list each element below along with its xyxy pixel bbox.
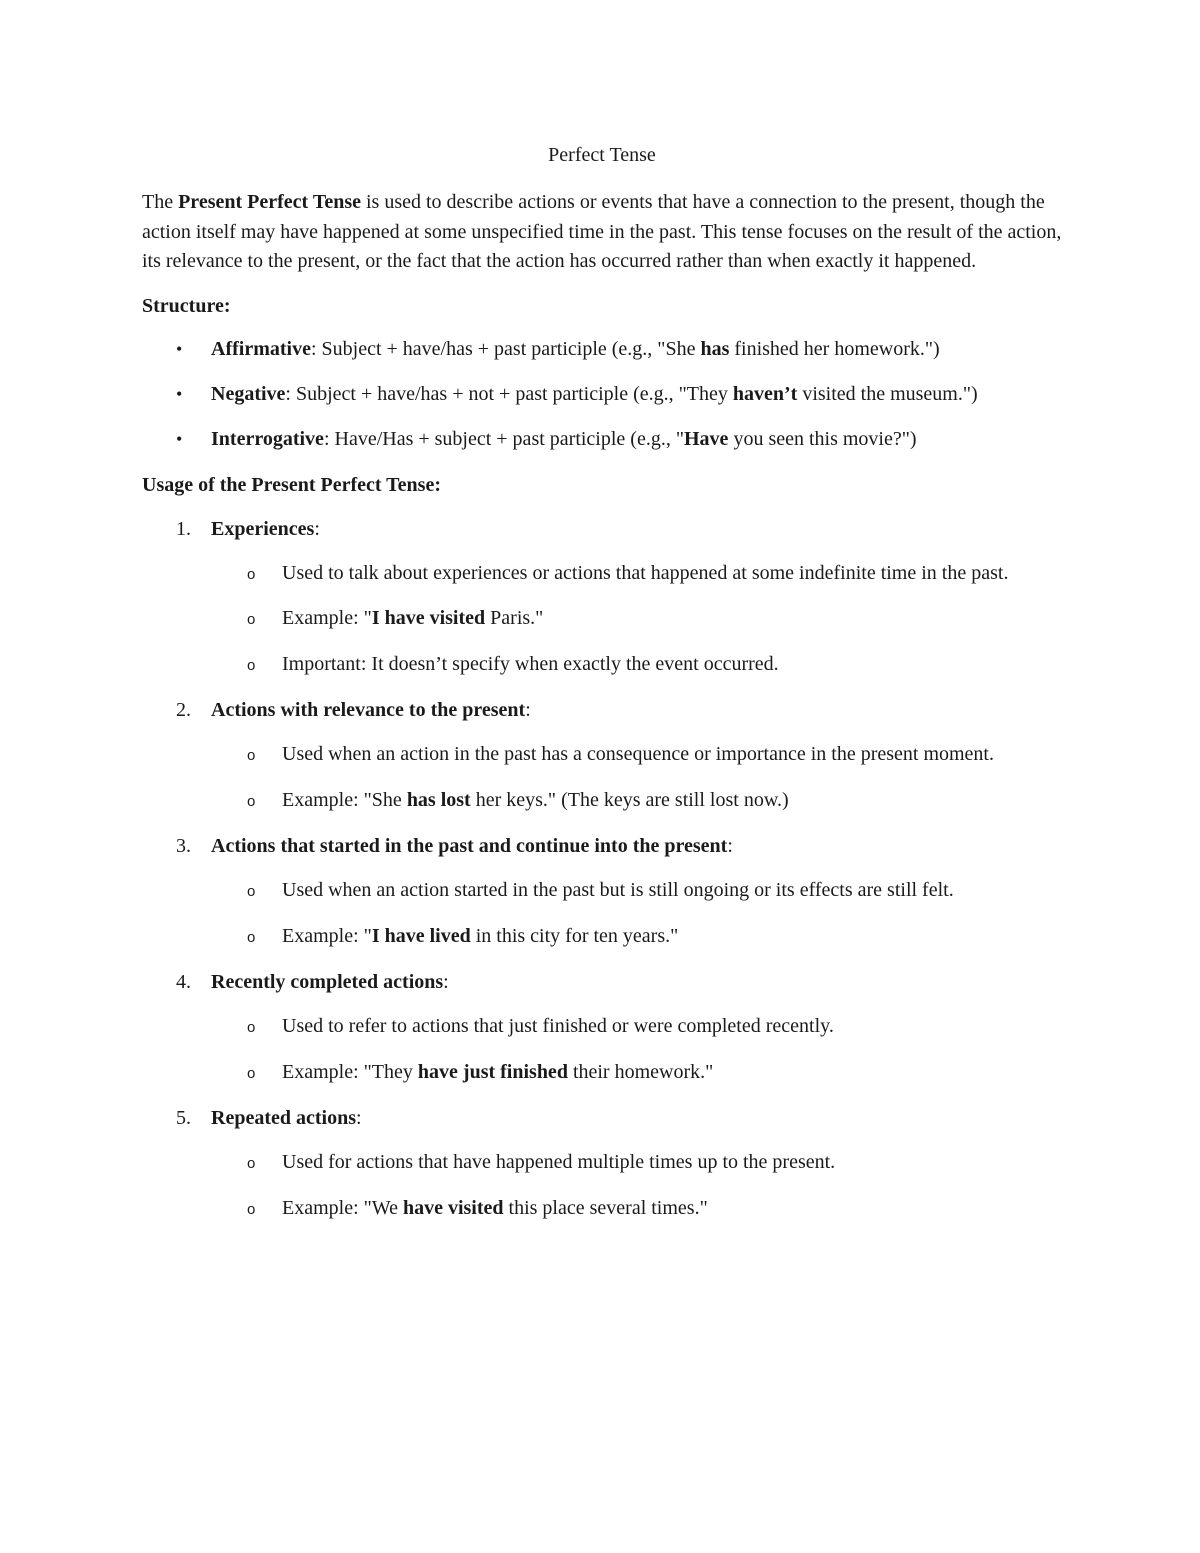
structure-example-bold: has <box>700 337 730 360</box>
usage-item-title-text: Actions that started in the past and continue into the present <box>211 835 728 857</box>
list-number: 1. <box>176 517 191 540</box>
sub-item-text: Used to refer to actions that just finished or were completed recently. <box>282 1015 834 1037</box>
structure-term: Negative <box>211 382 286 405</box>
usage-item-colon: : <box>443 971 449 993</box>
usage-item-title-text: Repeated actions <box>211 1107 356 1129</box>
document-title: Perfect Tense <box>548 144 656 166</box>
usage-item-title-text: Experiences <box>211 517 315 540</box>
sub-item <box>211 922 1062 952</box>
structure-text: : Subject + have/has + not + past participle (e.g., "They <box>285 382 733 405</box>
intro-post: is used to describe actions or events that have a connection to the present, though the action itself may have happened at some unspecified time in the past. This tense focuses on the result of the action, its relevance to the present, or the fact that the action has occurred rather than when exactly it happened. <box>142 191 1062 272</box>
structure-text: : Subject + have/has + past participle (e.g., "She <box>310 337 701 360</box>
sub-item <box>211 876 1062 906</box>
usage-item-colon: : <box>355 1107 362 1129</box>
intro-bold-term: Present Perfect Tense <box>178 191 361 213</box>
sub-item-bold: have just finished <box>417 1060 568 1083</box>
structure-text: you seen this movie?") <box>728 427 917 450</box>
usage-heading: Usage of the Present Perfect Tense: <box>142 473 441 496</box>
sub-item-text: Used to talk about experiences or actions that happened at some indefinite time in the past. <box>282 561 1009 584</box>
structure-text: visited the museum.") <box>797 382 978 405</box>
structure-example-bold: haven’t <box>732 382 798 405</box>
structure-item-negative <box>142 380 1062 409</box>
usage-item-title <box>211 831 1062 861</box>
structure-example-bold: Have <box>684 427 729 450</box>
sub-item-text: this place several times." <box>503 1196 708 1219</box>
usage-list <box>142 514 1062 1224</box>
sub-item <box>211 650 1062 680</box>
sub-item-text: Example: "They <box>282 1060 418 1083</box>
structure-text: : Have/Has + subject + past participle (e.g., " <box>323 427 684 450</box>
usage-sublist <box>211 559 1062 680</box>
usage-sublist <box>211 1148 1062 1223</box>
circle-bullet-icon: o <box>247 611 256 628</box>
circle-bullet-icon: o <box>247 1155 256 1172</box>
sub-item-text: in this city for ten years." <box>470 924 679 947</box>
circle-bullet-icon: o <box>247 1019 256 1036</box>
usage-item-experiences <box>142 514 1062 680</box>
sub-item-text: Used when an action in the past has a consequence or importance in the present moment. <box>282 743 994 765</box>
sub-item <box>211 559 1062 589</box>
circle-bullet-icon: o <box>247 656 256 674</box>
structure-term: Affirmative <box>211 337 311 360</box>
usage-item-colon: : <box>525 699 531 721</box>
circle-bullet-icon: o <box>247 747 256 764</box>
bullet-icon: • <box>176 383 183 404</box>
sub-item-bold: have visited <box>402 1196 504 1219</box>
usage-item-title <box>211 967 1062 997</box>
document-page <box>142 140 1062 1239</box>
usage-item-recent <box>142 967 1062 1087</box>
sub-item-text: Used when an action started in the past but is still ongoing or its effects are still felt. <box>282 879 954 901</box>
sub-item-text: Example: "She <box>282 788 407 811</box>
circle-bullet-icon: o <box>247 883 256 900</box>
intro-paragraph <box>142 188 1062 277</box>
sub-item <box>211 1194 1062 1224</box>
structure-text: finished her homework.") <box>729 337 940 360</box>
sub-item-text: Example: " <box>282 924 372 947</box>
usage-item-title <box>211 695 1062 725</box>
usage-item-repeated <box>142 1103 1062 1223</box>
usage-item-colon: : <box>314 517 320 540</box>
structure-heading: Structure: <box>142 294 231 317</box>
list-number: 4. <box>176 971 191 993</box>
sub-item <box>211 1058 1062 1088</box>
intro-pre: The <box>142 191 179 213</box>
usage-item-title-text: Actions with relevance to the present <box>211 699 526 721</box>
circle-bullet-icon: o <box>247 565 256 583</box>
circle-bullet-icon: o <box>247 928 256 946</box>
usage-item-colon: : <box>727 835 733 857</box>
sub-item-text: Used for actions that have happened multiple times up to the present. <box>282 1151 836 1173</box>
sub-item-bold: I have visited <box>371 607 486 629</box>
sub-item <box>211 604 1062 634</box>
usage-item-continuing <box>142 831 1062 951</box>
usage-sublist <box>211 1012 1062 1087</box>
usage-item-title <box>211 1103 1062 1133</box>
sub-item-text: their homework." <box>567 1060 714 1083</box>
structure-item-interrogative <box>142 425 1062 454</box>
structure-list <box>142 335 1062 454</box>
circle-bullet-icon: o <box>247 1064 256 1082</box>
structure-item-affirmative <box>142 335 1062 364</box>
sub-item <box>211 740 1062 770</box>
usage-sublist <box>211 740 1062 815</box>
circle-bullet-icon: o <box>247 792 256 810</box>
usage-item-relevance <box>142 695 1062 815</box>
sub-item <box>211 1012 1062 1042</box>
list-number: 5. <box>176 1107 191 1129</box>
bullet-icon: • <box>176 338 183 359</box>
circle-bullet-icon: o <box>247 1200 256 1218</box>
sub-item-text: Example: " <box>282 607 372 629</box>
list-number: 3. <box>176 835 191 857</box>
sub-item-text: Important: It doesn’t specify when exactly the event occurred. <box>282 652 779 675</box>
usage-item-title-text: Recently completed actions <box>211 971 444 993</box>
sub-item-bold: has lost <box>406 788 471 811</box>
list-number: 2. <box>176 699 191 721</box>
bullet-icon: • <box>176 428 183 449</box>
sub-item <box>211 1148 1062 1178</box>
sub-item-bold: I have lived <box>371 924 471 947</box>
sub-item <box>211 786 1062 816</box>
sub-item-text: her keys." (The keys are still lost now.) <box>470 788 789 811</box>
sub-item-text: Paris." <box>485 607 544 629</box>
sub-item-text: Example: "We <box>282 1196 403 1219</box>
usage-item-title <box>211 514 1062 544</box>
structure-term: Interrogative <box>211 427 324 450</box>
usage-sublist <box>211 876 1062 951</box>
